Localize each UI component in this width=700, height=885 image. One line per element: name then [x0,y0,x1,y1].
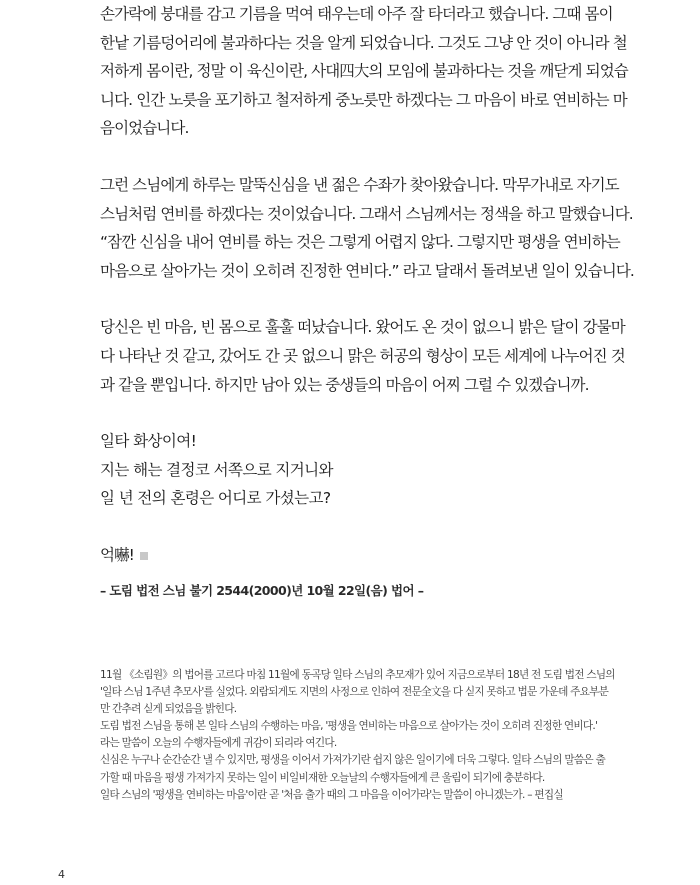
text-line: 마음으로 살아가는 것이 오히려 진정한 연비다.” 라고 달래서 돌려보낸 일이 있습니다. [100,261,634,280]
main-text [100,0,635,570]
text-line: “잠깐 신심을 내어 연비를 하는 것은 그렇게 어렵지 않다. 그렇지만 평생을 연비하는 [100,233,620,252]
end-mark-square [140,552,148,560]
text-line: 음이었습니다. [100,119,189,138]
text-line: 그런 스님에게 하루는 말뚝신심을 낸 젊은 수좌가 찾아왔습니다. 막무가내로 자기도 [100,175,619,194]
sermon-source: – 도림 법전 스님 불기 2544(2000)년 10월 22일(음) 법어 – [100,583,424,598]
editor-note [100,667,635,804]
paragraph [100,171,635,285]
note-line: 가할 때 마음을 평생 가져가지 못하는 일이 비일비재한 오늘날의 수행자들에게 큰 울림이 되기에 충분하다. [100,771,545,784]
closing-exclamation [100,541,635,570]
text-line: 당신은 빈 마음, 빈 몸으로 훌훌 떠났습니다. 왔어도 온 것이 없으니 밝은 달이 강물마 [100,318,625,337]
text-line: 스님처럼 연비를 하겠다는 것이었습니다. 그래서 스님께서는 정색을 하고 말했습니다. [100,204,633,223]
closing-text: 억嚇! [100,545,134,564]
text-line: 한낱 기름덩어리에 불과하다는 것을 알게 되었습니다. 그것도 그냥 안 것이 아니라 철 [100,33,627,52]
note-line: 라는 말씀이 오늘의 수행자들에게 귀감이 되리라 여긴다. [100,737,337,750]
poem [100,427,635,513]
text-line: 손가락에 붕대를 감고 기름을 먹여 태우는데 아주 잘 타더라고 했습니다. 그때 몸이 [100,5,613,23]
note-line: 일타 스님의 '평생을 연비하는 마음'이란 곧 '처음 출가 때의 그 마음을 이어가라'는 말씀이 아니겠는가. – 편집실 [100,788,563,801]
paragraph [100,0,635,143]
note-line: 도림 법전 스님을 통해 본 일타 스님의 수행하는 마음, '평생을 연비하는 마음으로 살아가는 것이 오히려 진정한 연비다.' [100,720,598,733]
paragraph [100,313,635,399]
poem-line: 일타 화상이여! [100,432,197,451]
text-line: 저하게 몸이란, 정말 이 육신이란, 사대四大의 모임에 불과하다는 것을 깨닫게 되었습 [100,62,628,81]
poem-line: 일 년 전의 혼령은 어디로 가셨는고? [100,489,331,508]
note-line: 신심은 누구나 순간순간 낼 수 있지만, 평생을 이어서 가져가기란 쉽지 않은 일이기에 더욱 그렇다. 일타 스님의 말씀은 출 [100,754,605,767]
text-line: 니다. 인간 노릇을 포기하고 철저하게 중노릇만 하겠다는 그 마음이 바로 연비하는 마 [100,90,627,109]
note-line: 만 간추려 싣게 되었음을 밝힌다. [100,703,237,716]
text-line: 과 같을 뿐입니다. 하지만 남아 있는 중생들의 마음이 어찌 그럴 수 있겠습니까. [100,375,589,394]
note-line: 11월 《소림원》의 법어를 고르다 마침 11월에 동곡당 일타 스님의 추모재가 있어 지금으로부터 18년 전 도림 법전 스님의 [100,669,615,681]
text-line: 다 나타난 것 같고, 갔어도 간 곳 없으니 맑은 허공의 형상이 모든 세계에 나누어진 것 [100,346,625,365]
poem-line: 지는 해는 결정코 서쪽으로 지거니와 [100,460,333,479]
note-line: '일타 스님 1주년 추모사'를 실었다. 외람되게도 지면의 사정으로 인하여 전문全文을 다 싣지 못하고 법문 가운데 주요부분 [100,686,609,699]
page-number: 4 [58,868,65,881]
